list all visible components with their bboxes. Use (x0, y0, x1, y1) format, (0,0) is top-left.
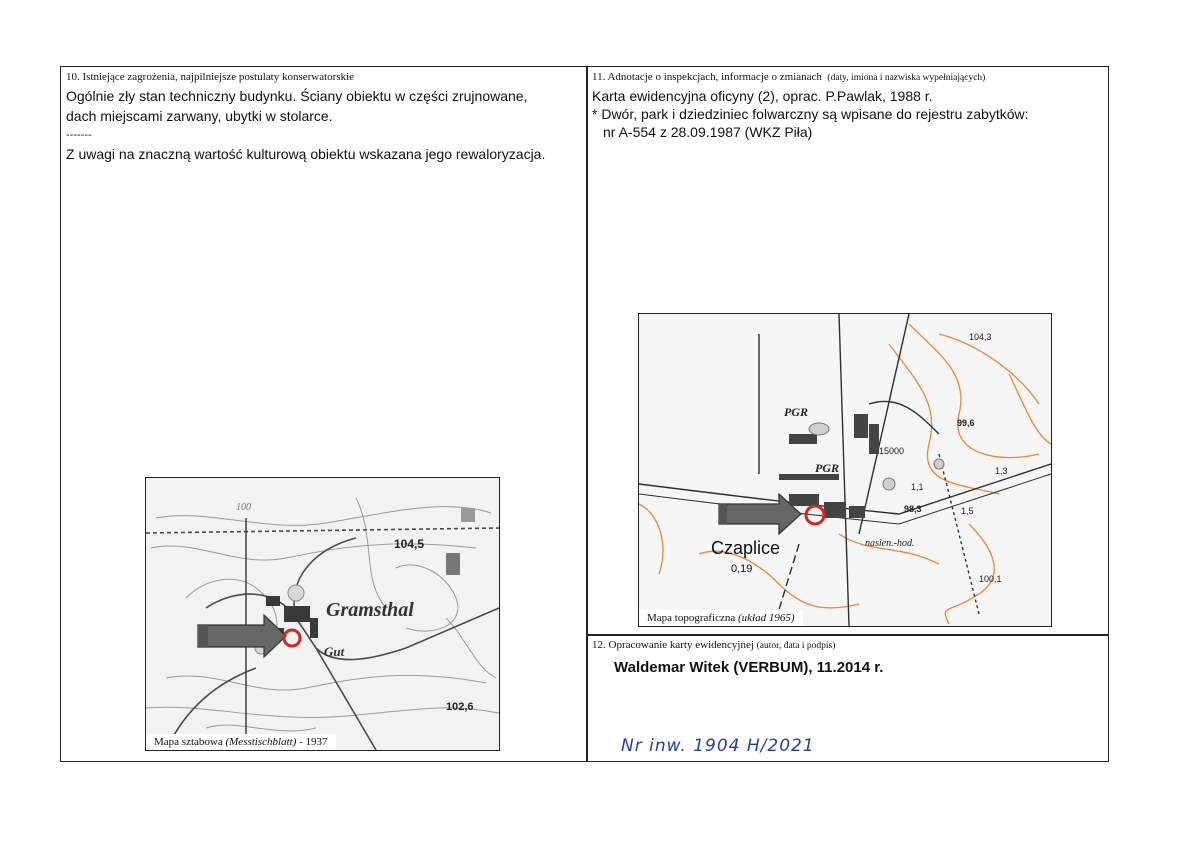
label-11: 1,1 (911, 482, 924, 492)
section-10-text-line-3: Z uwagi na znaczną wartość kulturową obiektu wskazana jego rewaloryzacja. (66, 146, 546, 162)
section-11-text-line-3: nr A-554 z 28.09.1987 (WKZ Piła) (603, 124, 813, 140)
map-1937-caption: Mapa sztabowa (Messtischblatt) - 1937 (146, 734, 336, 750)
label-13: 1,3 (995, 466, 1008, 476)
label-gut: Gut (324, 644, 345, 659)
label-15: 1,5 (961, 506, 974, 516)
label-gramsthal: Gramsthal (326, 599, 414, 621)
map-1965-caption: Mapa topograficzna (układ 1965) (639, 610, 803, 626)
section-10-text-line-2: dach miejscami zarwany, ubytki w stolarce. (66, 108, 333, 124)
section-10-heading: 10. Istniejące zagrożenia, najpilniejsze postulaty konserwatorskie (66, 71, 355, 83)
label-contour-100: 100 (236, 502, 251, 513)
label-pgr-1: PGR (784, 405, 808, 419)
label-nasien-hod: nasien.-hod. (865, 538, 915, 549)
row-divider (586, 634, 1108, 636)
column-divider (586, 67, 588, 761)
map-messtischblatt-1937 (145, 477, 500, 751)
label-1043: 104,3 (969, 332, 992, 342)
label-elevation-1026: 102,6 (446, 701, 474, 713)
label-pgr-2: PGR (815, 461, 839, 475)
label-019: 0,19 (731, 563, 753, 575)
section-10-text-line-1: Ogólnie zły stan techniczny budynku. Ściany obiektu w części zrujnowane, (66, 88, 528, 104)
label-983: 98,3 (904, 504, 922, 514)
section-10-separator: ------- (66, 129, 92, 141)
label-elevation-1045: 104,5 (394, 537, 425, 551)
label-15000: 15000 (879, 446, 905, 456)
map-topographic-1965 (638, 313, 1052, 627)
handwritten-inventory-number: Nr inw. 1904 H/2021 (621, 736, 815, 756)
section-11-heading: 11. Adnotacje o inspekcjach, informacje o zmianach (daty, imiona i nazwiska wypełniających) (592, 71, 986, 83)
section-12-heading: 12. Opracowanie karty ewidencyjnej (autor, data i podpis) (592, 639, 836, 651)
label-czaplice: Czaplice (711, 538, 781, 558)
label-1001: 100,1 (979, 574, 1002, 584)
section-11-text-line-2: * Dwór, park i dziedziniec folwarczny są wpisane do rejestru zabytków: (592, 106, 1029, 122)
label-996: 99,6 (957, 418, 975, 428)
section-11-text-line-1: Karta ewidencyjna oficyny (2), oprac. P.Pawlak, 1988 r. (592, 88, 933, 104)
record-card-table (60, 66, 1109, 762)
section-12-author: Waldemar Witek (VERBUM), 11.2014 r. (614, 659, 884, 676)
